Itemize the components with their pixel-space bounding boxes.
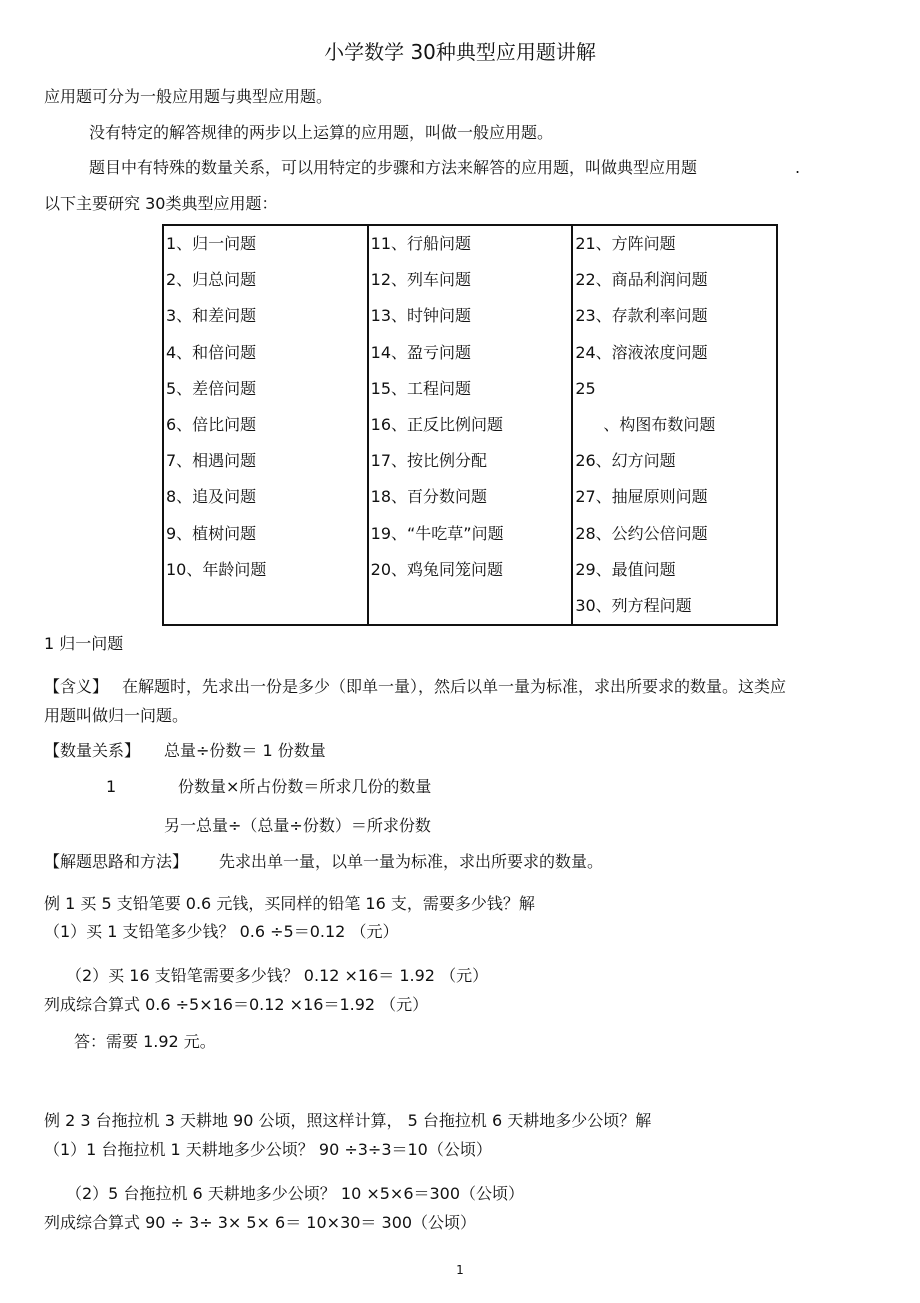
intro-line-1: 应用题可分为一般应用题与典型应用题。 (44, 87, 333, 106)
example1-step-1: （1）买 1 支铅笔多少钱？ 0.6 ÷5＝0.12 （元） (44, 922, 399, 941)
type-item: 18、百分数问题 (370, 487, 488, 507)
type-item: 23、存款利率问题 (575, 306, 708, 326)
type-item: 21、方阵问题 (575, 234, 676, 253)
example2-formula: 列成综合算式 90 ÷ 3÷ 3× 5× 6＝ 10×30＝ 300（公顷） (44, 1213, 477, 1232)
example1-formula: 列成综合算式 0.6 ÷5×16＝0.12 ×16＝1.92 （元） (44, 995, 429, 1014)
example1-answer: 答：需要 1.92 元。 (74, 1032, 216, 1051)
meaning-text-1: 在解题时，先求出一份是多少（即单一量），然后以单一量为标准，求出所要求的数量。这类应 (122, 677, 787, 696)
page-number: 1 (456, 1263, 464, 1277)
type-item: 29、最值问题 (575, 559, 676, 579)
type-item: 17、按比例分配 (370, 451, 488, 471)
example1-step-2: （2）买 16 支铅笔需要多少钱？ 0.12 ×16＝ 1.92 （元） (66, 966, 489, 985)
type-item: 28、公约公倍问题 (575, 523, 708, 543)
type-item: 12、列车问题 (370, 270, 472, 290)
example2-step-2: （2）5 台拖拉机 6 天耕地多少公顷？ 10 ×5×6＝300（公顷） (66, 1184, 525, 1203)
meaning-label: 【含义】 (44, 677, 109, 696)
type-item: 5、差倍问题 (166, 378, 257, 398)
type-item: 25 (575, 378, 596, 398)
type-item: 16、正反比例问题 (370, 414, 504, 434)
type-item: 22、商品利润问题 (575, 270, 708, 290)
type-item: 26、幻方问题 (575, 451, 676, 471)
type-item: 15、工程问题 (370, 378, 472, 398)
meaning-text-2: 用题叫做归一问题。 (44, 706, 189, 725)
type-item: 8、追及问题 (166, 487, 257, 507)
type-item: 27、抽屉原则问题 (575, 487, 708, 507)
types-column-1 (163, 225, 368, 625)
example2-question: 例 2 3 台拖拉机 3 天耕地 90 公顷，照这样计算， 5 台拖拉机 6 天耕地多少公顷？解 (44, 1111, 652, 1130)
type-item: 30、列方程问题 (575, 595, 692, 615)
type-item: 10、年龄问题 (166, 559, 267, 579)
intro-line-2: 没有特定的解答规律的两步以上运算的应用题，叫做一般应用题。 (89, 123, 554, 142)
type-item: 11、行船问题 (370, 234, 472, 253)
problem-types-table (162, 224, 778, 626)
type-item: 13、时钟问题 (370, 306, 472, 326)
method-text: 先求出单一量，以单一量为标准，求出所要求的数量。 (219, 852, 604, 871)
relation-2: 份数量×所占份数＝所求几份的数量 (178, 777, 432, 796)
type-item: 9、植树问题 (166, 523, 257, 543)
type-item: 20、鸡兔同笼问题 (370, 559, 504, 579)
page-title: 小学数学 30种典型应用题讲解 (324, 40, 596, 64)
intro-line-3: 题目中有特殊的数量关系，可以用特定的步骤和方法来解答的应用题，叫做典型应用题 (89, 158, 698, 177)
relation-3: 另一总量÷（总量÷份数）＝所求份数 (164, 816, 431, 835)
types-column-2 (368, 225, 573, 625)
type-item: 4、和倍问题 (166, 342, 257, 362)
intro-trailing-dot: . (795, 158, 801, 177)
types-column-3 (572, 225, 777, 625)
type-item: 、构图布数问题 (603, 414, 716, 434)
section-heading: 1 归一问题 (44, 634, 124, 653)
relation-1: 总量÷份数＝ 1 份数量 (164, 741, 326, 760)
type-item: 24、溶液浓度问题 (575, 342, 708, 362)
type-item: 7、相遇问题 (166, 451, 257, 471)
type-item: 14、盈亏问题 (370, 342, 472, 362)
type-item: 19、“牛吃草”问题 (370, 523, 504, 543)
method-label: 【解题思路和方法】 (44, 852, 189, 871)
example1-question: 例 1 买 5 支铅笔要 0.6 元钱，买同样的铅笔 16 支，需要多少钱？解 (44, 894, 535, 913)
type-item: 2、归总问题 (166, 270, 257, 290)
relation-2-number: 1 (106, 777, 117, 796)
type-item: 6、倍比问题 (166, 414, 257, 434)
type-item: 1、归一问题 (166, 234, 257, 253)
intro-line-4: 以下主要研究 30类典型应用题： (44, 194, 278, 213)
example2-step-1: （1）1 台拖拉机 1 天耕地多少公顷？ 90 ÷3÷3＝10（公顷） (44, 1140, 492, 1159)
type-item: 3、和差问题 (166, 306, 257, 326)
relation-label: 【数量关系】 (44, 741, 141, 760)
